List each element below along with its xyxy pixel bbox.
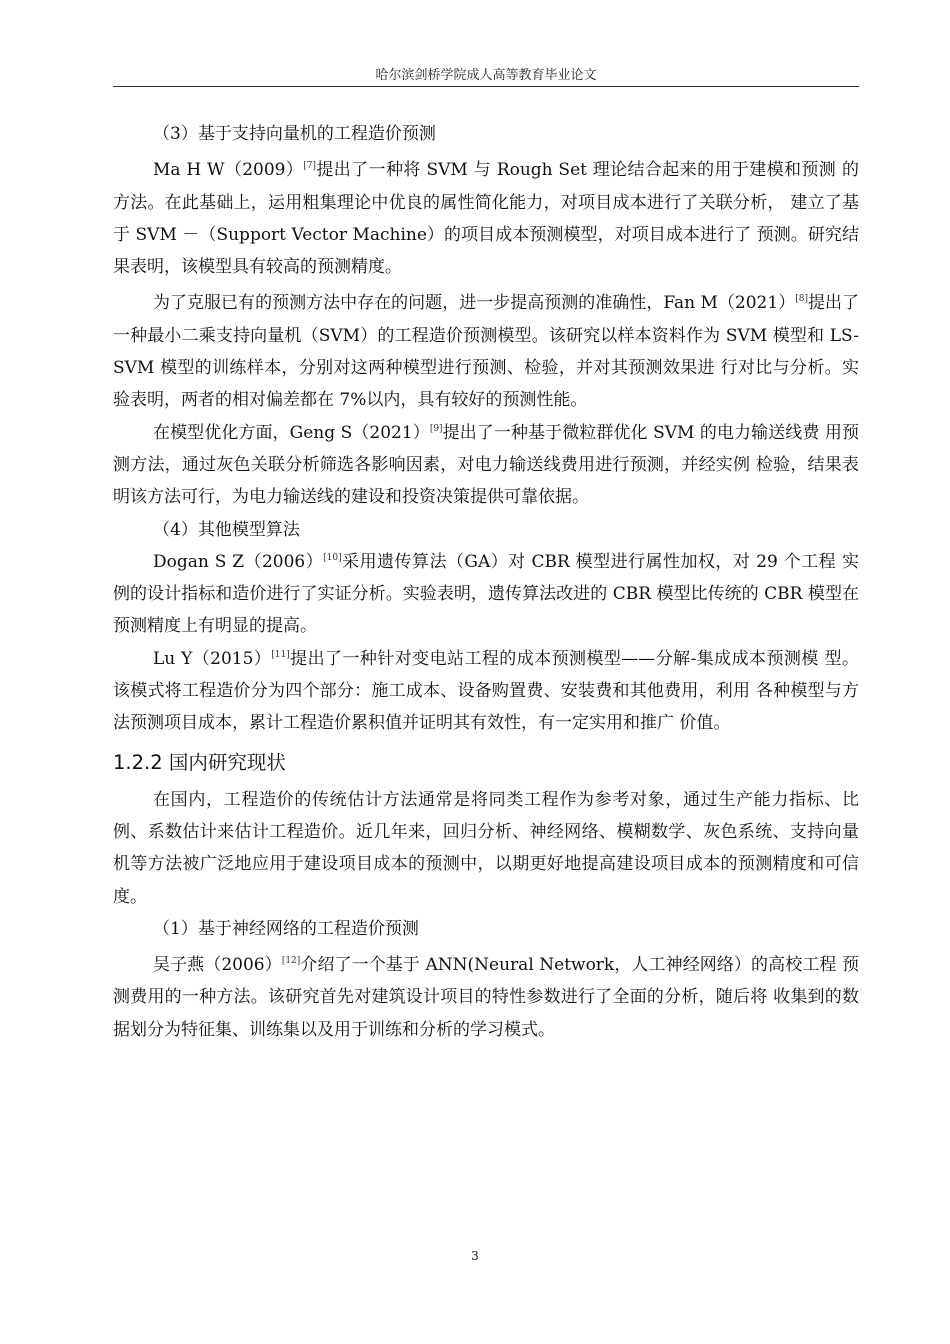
paragraph-text: 提出了一种基于微粒群优化 SVM 的电力输送线费 用预测方法，通过灰色关联分析筛选各影响因素，对电力输送线费用进行预测，并经实例 检验，结果表明该方法可行，为电力输送线的建设和投资决策提供可靠依据。 (113, 422, 859, 508)
paragraph-wu-ziyan (113, 949, 859, 1046)
subheading-neural-network: （1）基于神经网络的工程造价预测 (153, 918, 419, 939)
paragraph-lu-y (113, 643, 859, 740)
citation-marker: [8] (795, 294, 808, 305)
running-header: 哈尔滨剑桥学院成人高等教育毕业论文 (375, 68, 597, 83)
page-body (113, 118, 859, 1046)
paragraph-lead: Lu Y（2015） (153, 648, 272, 669)
paragraph-text: 提出了一种针对变电站工程的成本预测模型——分解-集成成本预测模 型。该模式将工程造价分为四个部分：施工成本、设备购置费、安装费和其他费用，利用 各种模型与方法预测项目成本，累计工程造价累积值并证明其有效性，有一定实用和推广 价值。 (113, 648, 859, 734)
paragraph-fan-m (113, 287, 859, 416)
citation-marker: [12] (281, 956, 301, 967)
paragraph-lead: 在模型优化方面，Geng S（2021） (153, 422, 430, 443)
subheading-svm: （3）基于支持向量机的工程造价预测 (153, 124, 436, 144)
page-number: 3 (471, 1249, 479, 1263)
citation-marker: [10] (323, 552, 342, 563)
paragraph-lead: Ma H W（2009） (153, 160, 304, 181)
citation-marker: [9] (429, 423, 443, 434)
paragraph-domestic-overview: 在国内，工程造价的传统估计方法通常是将同类工程作为参考对象，通过生产能力指标、比例、系数估计来估计工程造价。近几年来，回归分析、神经网络、模糊数学、灰色系统、支持向量机等方法被广泛地应用于建设项目成本的预测中，以期更好地提高建设项目成本的预测精度和可信度。 (113, 789, 859, 907)
paragraph-ma-hw (113, 154, 859, 283)
paragraph-text: 介绍了一个基于 ANN(Neural Network，人工神经网络）的高校工程 预测费用的一种方法。该研究首先对建筑设计项目的特性参数进行了全面的分析，随后将 收集到的数据划分为特征集、训练集以及用于训练和分析的学习模式。 (113, 955, 859, 1040)
paragraph-text: 采用遗传算法（GA）对 CBR 模型进行属性加权，对 29 个工程 实例的设计指标和造价进行了实证分析。实验表明，遗传算法改进的 CBR 模型比传统的 CBR 模型在预测精度上有明显的提高。 (113, 551, 859, 637)
paragraph-lead: Dogan S Z（2006） (153, 551, 324, 572)
paragraph-text: 提出了一种将 SVM 与 Rough Set 理论结合起来的用于建模和预测 的方法。在此基础上，运用粗集理论中优良的属性简化能力，对项目成本进行了关联分析， 建立了基于 SVM －（Support Vector Machine）的项目成本预测模型，对项目成本进行了 预测。研究结果表明，该模型具有较高的预测精度。 (113, 160, 859, 278)
header-rule (113, 86, 859, 87)
subheading-other-models: （4）其他模型算法 (153, 519, 300, 540)
citation-marker: [7] (303, 161, 316, 172)
citation-marker: [11] (271, 649, 290, 660)
paragraph-text: 提出了一种最小二乘支持向量机（SVM）的工程造价预测模型。该研究以样本资料作为 SVM 模型和 LS-SVM 模型的训练样本，分别对这两种模型进行预测、检验，并对其预测效果进 行对比与分析。实验表明，两者的相对偏差都在 7%以内，具有较好的预测性能。 (113, 293, 859, 411)
paragraph-dogan (113, 546, 859, 643)
paragraph-lead: 为了克服已有的预测方法中存在的问题，进一步提高预测的准确性，Fan M（2021） (153, 293, 796, 314)
paragraph-geng-s (113, 417, 859, 514)
paragraph-lead: 吴子燕（2006） (153, 955, 282, 976)
section-heading-domestic-research: 1.2.2 国内研究现状 (113, 750, 286, 774)
